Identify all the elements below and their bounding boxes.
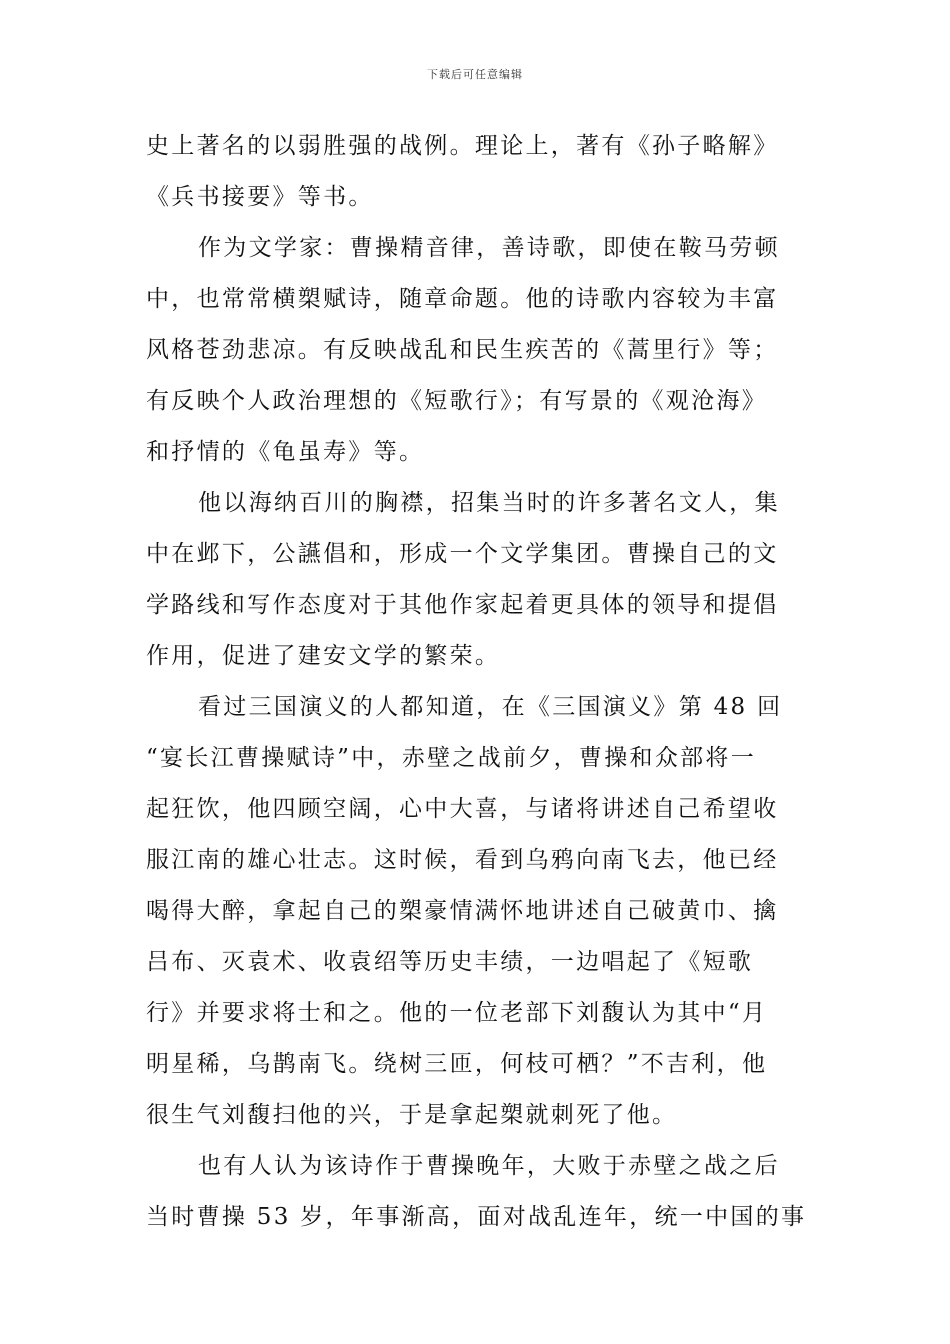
text-line: 《兵书接要》等书。 (146, 184, 374, 210)
text-line: 史上著名的以弱胜强的战例。理论上，著有《孙子略解》 (146, 133, 779, 159)
text-line: 学路线和写作态度对于其他作家起着更具体的领导和提倡 (146, 592, 779, 618)
text-line: 吕布、灭袁术、收袁绍等历史丰绩，一边唱起了《短歌 (146, 949, 754, 975)
text-line: 有反映个人政治理想的《短歌行》；有写景的《观沧海》 (146, 388, 767, 414)
text-line: 中在邺下，公讌倡和，形成一个文学集团。曹操自己的文 (146, 541, 779, 567)
text-line: 行》并要求将士和之。他的一位老部下刘馥认为其中“月 (146, 1000, 768, 1026)
text-line: 很生气刘馥扫他的兴，于是拿起槊就刺死了他。 (146, 1102, 678, 1128)
text-line: 作为文学家：曹操精音律，善诗歌，即使在鞍马劳顿 (198, 235, 780, 261)
text-line: 看过三国演义的人都知道，在《三国演义》第 48 回 (198, 694, 783, 720)
document-body (146, 121, 808, 1243)
text-line: 起狂饮，他四顾空阔，心中大喜，与诸将讲述自己希望收 (146, 796, 779, 822)
text-line: 他以海纳百川的胸襟，招集当时的许多著名文人，集 (198, 490, 780, 516)
page-header: 下载后可任意编辑 (427, 68, 523, 81)
text-line: 中，也常常横槊赋诗，随章命题。他的诗歌内容较为丰富 (146, 286, 779, 312)
text-line: 服江南的雄心壮志。这时候，看到乌鸦向南飞去，他已经 (146, 847, 779, 873)
text-line: 喝得大醉，拿起自己的槊豪情满怀地讲述自己破黄巾、擒 (146, 898, 779, 924)
text-line: 当时曹操 53 岁，年事渐高，面对战乱连年，统一中国的事 (146, 1204, 807, 1230)
text-line: “宴长江曹操赋诗”中，赤壁之战前夕，曹操和众部将一 (146, 745, 757, 771)
text-line: 作用，促进了建安文学的繁荣。 (146, 643, 501, 669)
text-line: 风格苍劲悲凉。有反映战乱和民生疾苦的《蒿里行》等； (146, 337, 779, 363)
text-line: 也有人认为该诗作于曹操晚年，大败于赤壁之战之后 (198, 1153, 780, 1179)
text-line: 明星稀，乌鹊南飞。绕树三匝，何枝可栖？”不吉利，他 (146, 1051, 768, 1077)
text-line: 和抒情的《龟虽寿》等。 (146, 439, 425, 465)
